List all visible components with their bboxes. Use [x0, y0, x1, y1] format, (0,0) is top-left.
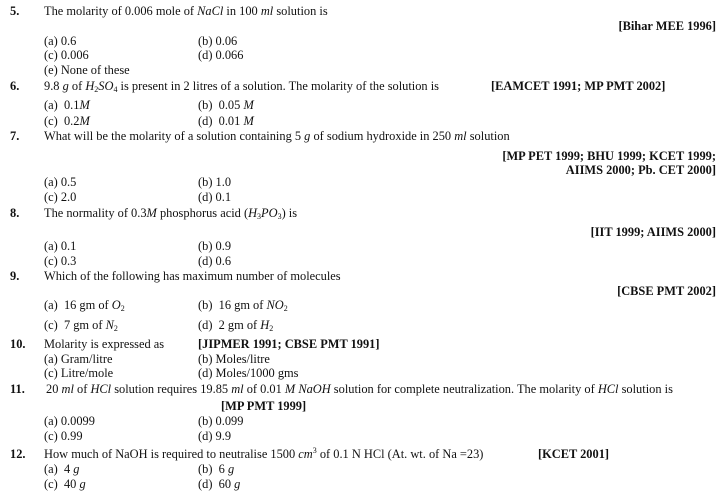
question-source: [KCET 2001] [538, 447, 610, 461]
option-a: (a) 16 gm of $O_2$ [44, 298, 125, 313]
question-source: [MP PET 1999; BHU 1999; KCET 1999; [502, 149, 716, 163]
option-d: (d) 2 gm of $H_2$ [198, 318, 274, 333]
option-c: (c) 0.006 [44, 48, 89, 62]
option-d: (d) Moles/1000 gms [198, 366, 299, 380]
option-b: (b) Moles/litre [198, 352, 270, 366]
option-a: (a) 0.5 [44, 175, 77, 189]
question-number: 10. [10, 337, 26, 351]
option-d: (d) 0.066 [198, 48, 244, 62]
question-number: 12. [10, 447, 26, 461]
option-d: (d) 0.01 M [198, 114, 254, 128]
option-c: (c) 0.3 [44, 254, 77, 268]
question-source: [MP PMT 1999] [221, 399, 307, 413]
option-c: (c) 0.2M [44, 114, 90, 128]
option-d: (d) 60 g [198, 477, 241, 491]
question-number: 9. [10, 269, 20, 283]
option-a: (a) 0.6 [44, 34, 77, 48]
question-text: How much of NaOH is required to neutralise 1500 $cm^3$ of 0.1 N HCl (At. wt. of Na =23) [44, 446, 484, 461]
option-c: (c) 40 g [44, 477, 86, 491]
question-source: [CBSE PMT 2002] [617, 284, 716, 298]
option-c: (c) 7 gm of $N_2$ [44, 318, 118, 333]
question-text: What will be the molarity of a solution containing 5 g of sodium hydroxide in 250 ml solution [44, 129, 510, 143]
question-number: 6. [10, 79, 20, 93]
option-a: (a) 0.1 [44, 239, 77, 253]
option-b: (b) 6 g [198, 462, 235, 476]
question-text: 9.8 g of $H_2SO_4$ is present in 2 litres of a solution. The molarity of the solution is [44, 79, 439, 94]
option-a: (a) 0.1M [44, 98, 90, 112]
option-d: (d) 9.9 [198, 429, 232, 443]
option-d: (d) 0.6 [198, 254, 232, 268]
question-source: [EAMCET 1991; MP PMT 2002] [491, 79, 666, 93]
option-b: (b) 0.099 [198, 414, 244, 428]
question-number: 8. [10, 206, 20, 220]
question-text: The molarity of 0.006 mole of NaCl in 100 ml solution is [44, 4, 328, 18]
option-b: (b) 0.05 M [198, 98, 254, 112]
question-source-cont: AIIMS 2000; Pb. CET 2000] [565, 163, 716, 177]
question-source: [Bihar MEE 1996] [618, 19, 716, 33]
option-b: (b) 16 gm of $NO_2$ [198, 298, 288, 313]
option-c: (c) 0.99 [44, 429, 83, 443]
option-a: (a) 4 g [44, 462, 80, 476]
question-source: [IIT 1999; AIIMS 2000] [590, 225, 716, 239]
question-number: 5. [10, 4, 20, 18]
option-c: (c) 2.0 [44, 190, 77, 204]
question-text: 20 ml of HCl solution requires 19.85 ml of 0.01 M NaOH solution for complete neutralization. The molarity of HCl solution is [46, 382, 673, 396]
option-d: (d) 0.1 [198, 190, 232, 204]
question-text: The normality of 0.3M phosphorus acid $(H_3PO_3)$ is [44, 206, 298, 221]
option-a: (a) Gram/litre [44, 352, 113, 366]
option-b: (b) 0.06 [198, 34, 238, 48]
question-text: Which of the following has maximum number of molecules [44, 269, 341, 283]
question-source: [JIPMER 1991; CBSE PMT 1991] [198, 337, 380, 351]
option-e: (e) None of these [44, 63, 130, 77]
question-number: 7. [10, 129, 20, 143]
question-text: Molarity is expressed as [44, 337, 165, 351]
option-b: (b) 0.9 [198, 239, 232, 253]
question-number: 11. [10, 382, 25, 396]
option-c: (c) Litre/mole [44, 366, 114, 380]
option-a: (a) 0.0099 [44, 414, 95, 428]
option-b: (b) 1.0 [198, 175, 232, 189]
